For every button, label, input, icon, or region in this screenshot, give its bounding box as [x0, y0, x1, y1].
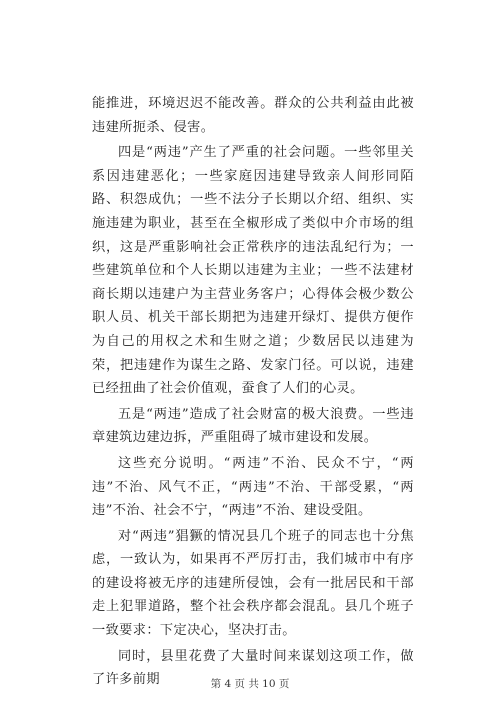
- paragraph-4: 这些充分说明。“两违”不治、民众不宁，“两违”不治、风气不正，“两违”不治、干部受累，“两违”不治、社会不宁，“两违”不治、建设受阻。: [92, 455, 414, 519]
- paragraph-3: 五是“两违”造成了社会财富的极大浪费。一些违章建筑边建边拆，严重阻碍了城市建设和发展。: [92, 406, 414, 446]
- paragraph-6: 同时，县里花费了大量时间来谋划这项工作，做了许多前期: [92, 648, 414, 688]
- paragraph-2: 四是“两违”产生了严重的社会问题。一些邻里关系因违建恶化；一些家庭因违建导致亲人间形同陌路、积怨成仇；一些不法分子长期以介绍、组织、实施违建为职业，甚至在全椒形成了类似中介市场的组织，这是严重影响社会正常秩序的违法乱纪行为；一些建筑单位和个人长期以违建为主业；一些不法建材商长期以违建户为主营业务客户；心得体会极少数公职人员、机关干部长期把为违建开绿灯、提供方便作为自己的用权之术和生财之道；少数居民以违建为荣，把违建作为谋生之路、发家门径。可以说，违建已经扭曲了社会价值观，蚕食了人们的心灵。: [92, 145, 414, 397]
- paragraph-5: 对“两违”猖獗的情况县几个班子的同志也十分焦虑，一致认为，如果再不严厉打击，我们城市中有序的建设将被无序的违建所侵蚀，会有一批居民和干部走上犯罪道路，整个社会秩序都会混乱。县几个班子一致要求：下定决心，坚决打击。: [92, 528, 414, 639]
- paragraph-1: 能推进，环境迟迟不能改善。群众的公共利益由此被违建所扼杀、侵害。: [92, 96, 414, 135]
- body-text: [92, 92, 414, 694]
- page-number-footer: 第 4 页 共 10 页: [210, 678, 290, 690]
